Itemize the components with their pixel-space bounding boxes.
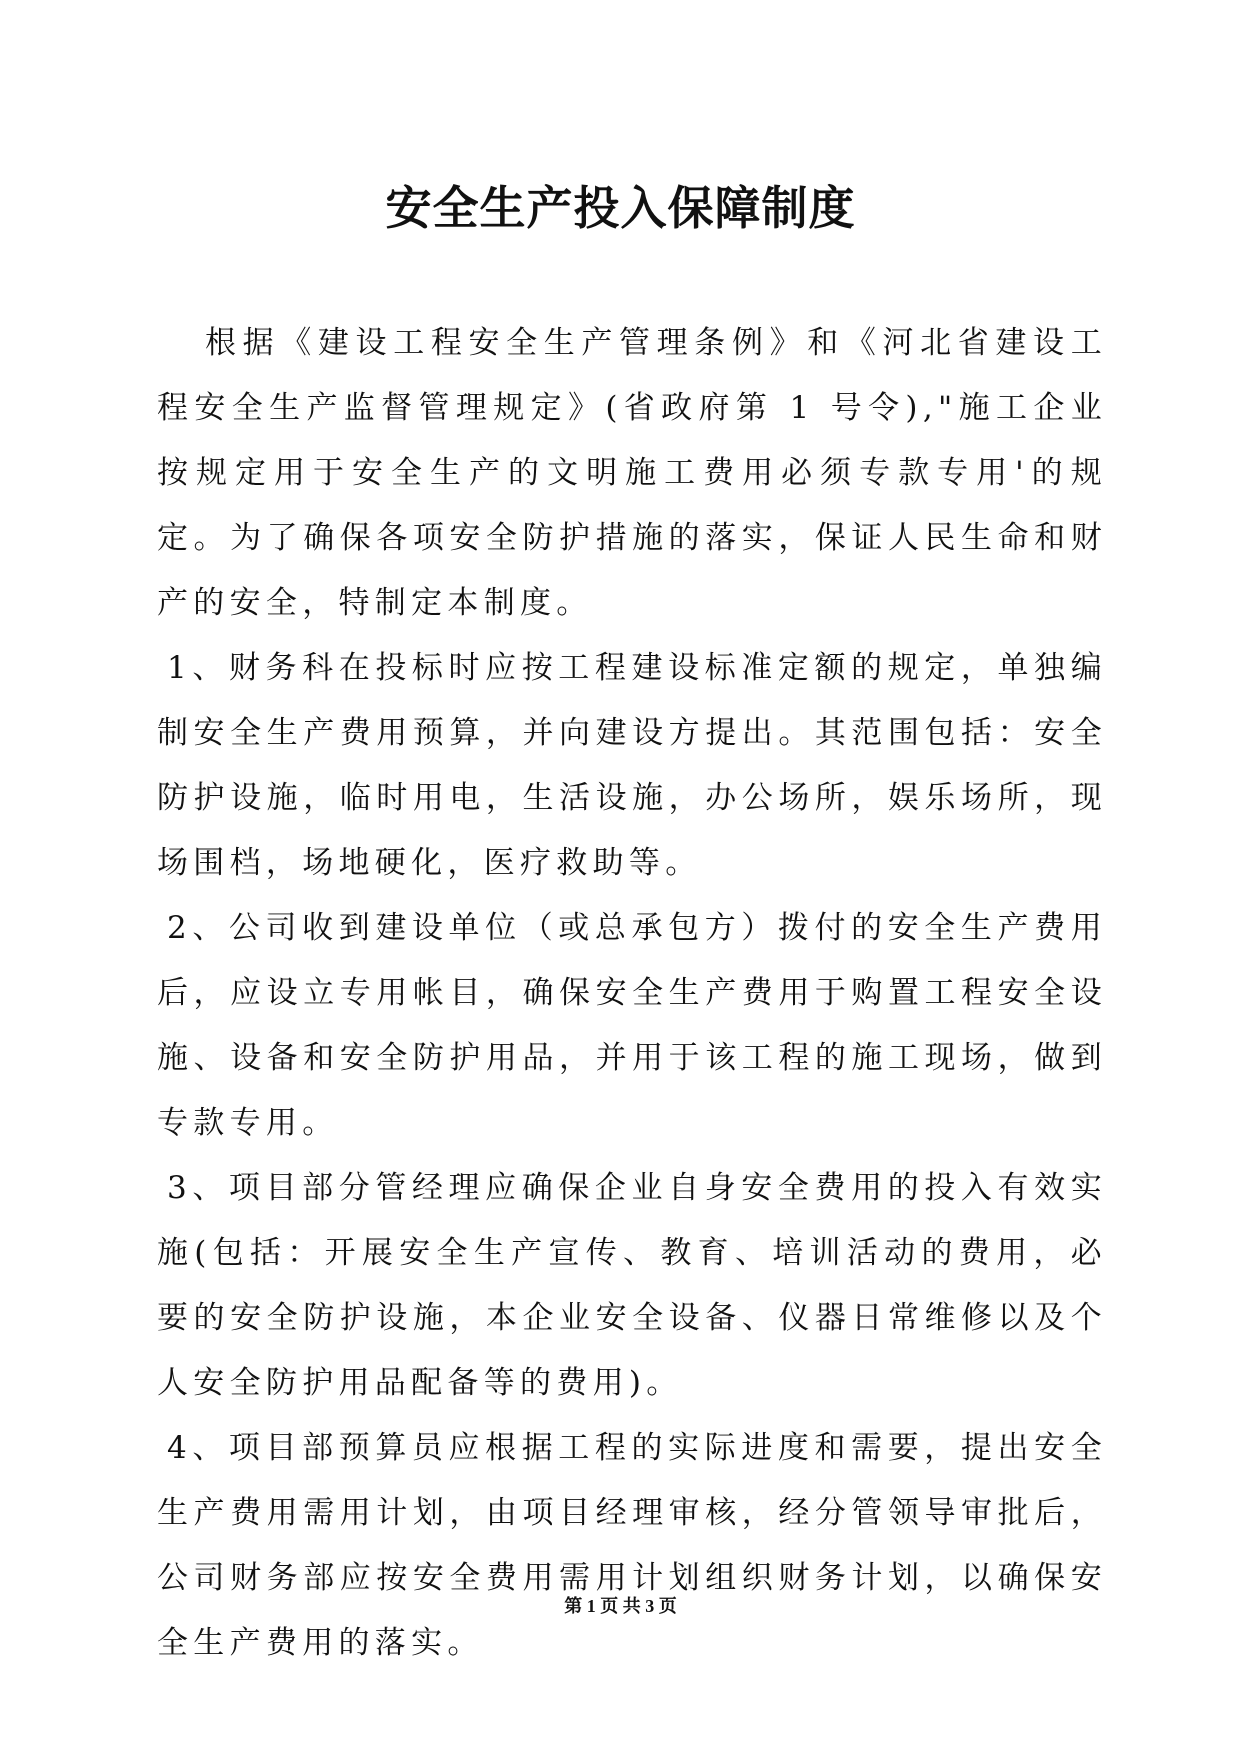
document-body xyxy=(157,311,1107,1676)
clause-3-paragraph: 3、项目部分管经理应确保企业自身安全费用的投入有效实施(包括：开展安全生产宣传、教育、培训活动的费用，必要的安全防护设施，本企业安全设备、仪器日常维修以及个人安全防护用品配备等的费用)。 xyxy=(157,1170,1107,1401)
clause-2-paragraph: 2、公司收到建设单位（或总承包方）拨付的安全生产费用后，应设立专用帐目，确保安全生产费用于购置工程安全设施、设备和安全防护用品，并用于该工程的施工现场，做到专款专用。 xyxy=(157,910,1107,1141)
clause-1-paragraph: 1、财务科在投标时应按工程建设标准定额的规定，单独编制安全生产费用预算，并向建设方提出。其范围包括：安全防护设施，临时用电，生活设施，办公场所，娱乐场所，现场围档，场地硬化，医疗救助等。 xyxy=(157,650,1107,881)
intro-paragraph: 根据《建设工程安全生产管理条例》和《河北省建设工程安全生产监督管理规定》(省政府第 1 号令),"施工企业按规定用于安全生产的文明施工费用必须专款专用'的规定。为了确保各项安全防护措施的落实，保证人民生命和财产的安全，特制定本制度。 xyxy=(157,325,1107,621)
clause-4-paragraph: 4、项目部预算员应根据工程的实际进度和需要，提出安全生产费用需用计划，由项目经理审核，经分管领导审批后，公司财务部应按安全费用需用计划组织财务计划，以确保安全生产费用的落实。 xyxy=(157,1430,1107,1661)
page-number-footer: 第 1 页 共 3 页 xyxy=(564,1596,677,1616)
document-title: 安全生产投入保障制度 xyxy=(385,181,856,235)
